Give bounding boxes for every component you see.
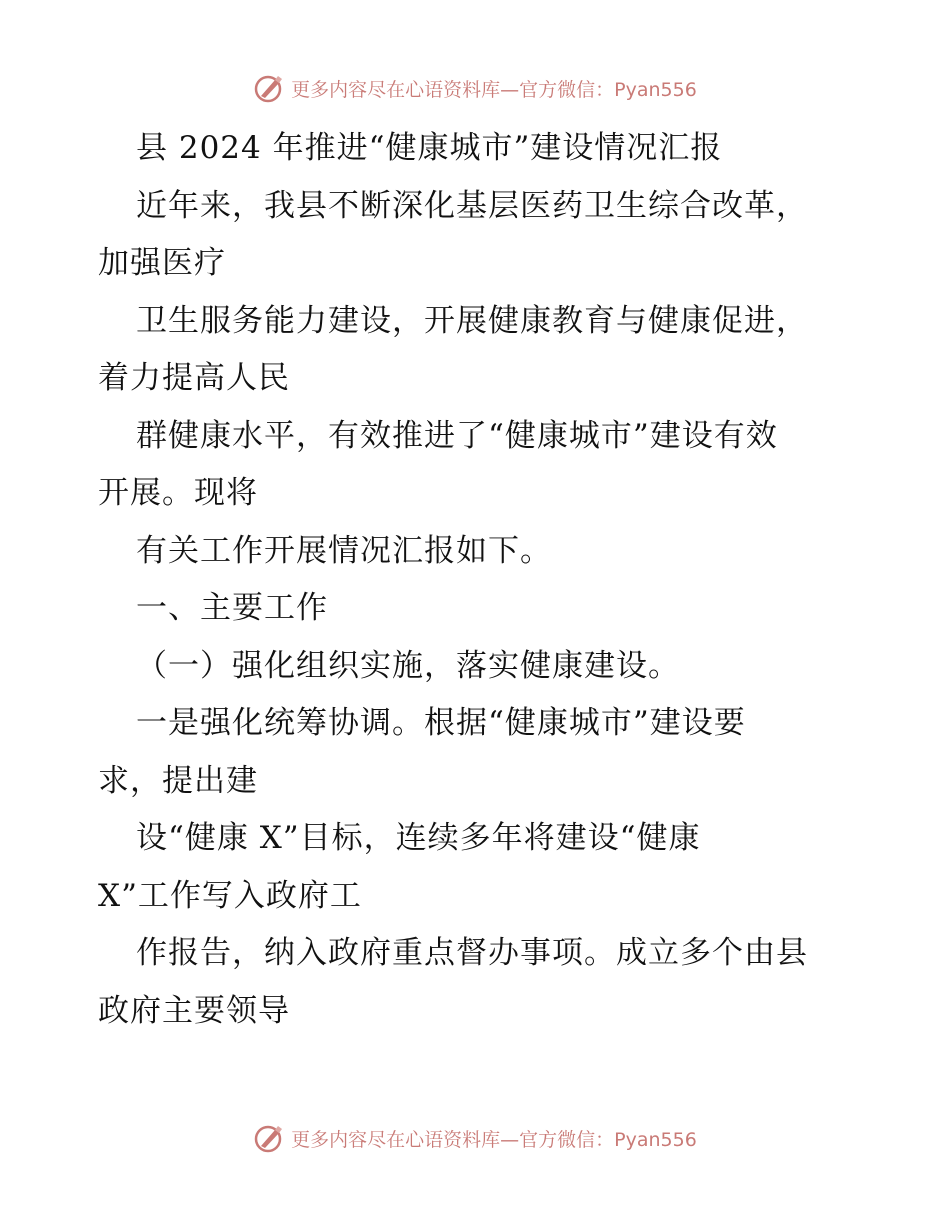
- watermark-text: 更多内容尽在心语资料库—官方微信：Pyan556: [291, 78, 697, 101]
- text-line: X”工作写入政府工: [98, 877, 362, 914]
- text-line: 开展。现将: [98, 475, 258, 511]
- text-line: 卫生服务能力建设，开展健康教育与健康促进，: [136, 302, 808, 339]
- text-line: 群健康水平，有效推进了“健康城市”建设有效: [136, 417, 778, 454]
- text-line: 有关工作开展情况汇报如下。: [136, 532, 552, 569]
- pen-logo-icon: [253, 1122, 285, 1154]
- text-line: 作报告，纳入政府重点督办事项。成立多个由县: [136, 935, 808, 971]
- text-line: 设“健康 X”目标，连续多年将建设“健康: [136, 820, 701, 856]
- watermark-text: 更多内容尽在心语资料库—官方微信：Pyan556: [291, 1128, 697, 1151]
- section-heading: 一、主要工作: [136, 590, 328, 626]
- text-line: 求，提出建: [98, 762, 258, 799]
- header-watermark: [0, 72, 950, 104]
- text-line: 政府主要领导: [98, 992, 290, 1029]
- footer-watermark: [0, 1122, 950, 1154]
- text-line: 加强医疗: [98, 245, 226, 281]
- pen-logo-icon: [253, 72, 285, 104]
- text-line: 近年来，我县不断深化基层医药卫生综合改革，: [136, 187, 808, 224]
- document-title: 县 2024 年推进“健康城市”建设情况汇报: [136, 130, 723, 166]
- text-line: 一是强化统筹协调。根据“健康城市”建设要: [136, 705, 746, 741]
- text-line: 着力提高人民: [98, 360, 290, 396]
- subsection-heading: （一）强化组织实施，落实健康建设。: [136, 647, 680, 684]
- document-body: [98, 120, 888, 1040]
